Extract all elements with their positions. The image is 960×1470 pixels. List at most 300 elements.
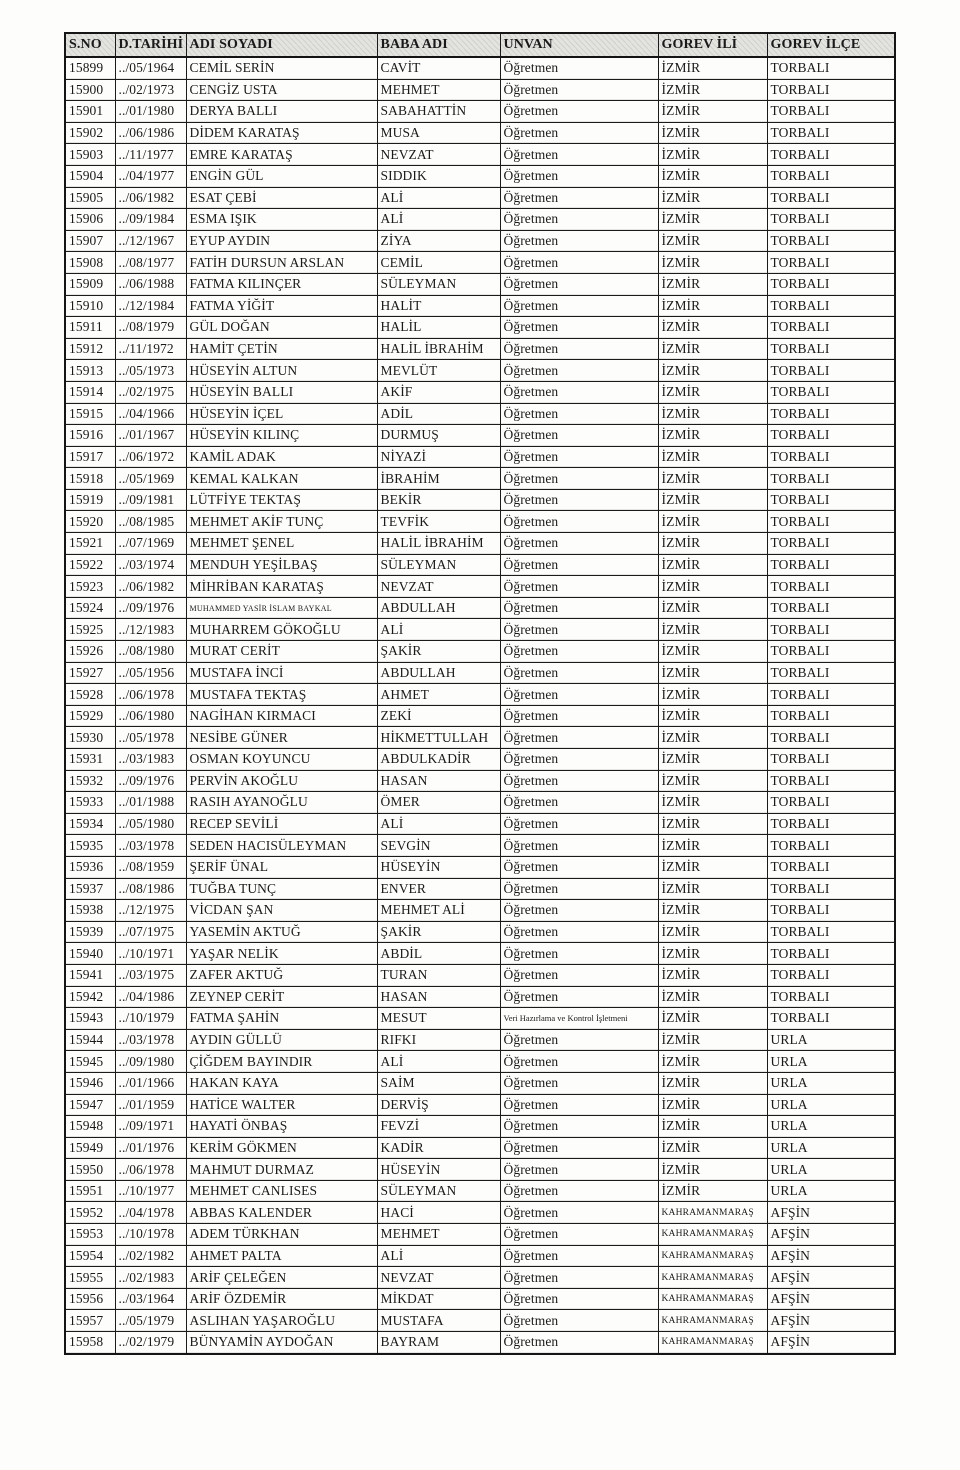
cell-birth-date: ../09/1976 <box>115 770 186 792</box>
cell-full-name: HÜSEYİN İÇEL <box>186 403 377 425</box>
cell-full-name: SEDEN HACISÜLEYMAN <box>186 835 377 857</box>
cell-father-name: DURMUŞ <box>377 425 500 447</box>
cell-province: KAHRAMANMARAŞ <box>658 1267 767 1289</box>
cell-district: TORBALI <box>767 57 895 79</box>
cell-birth-date: ../05/1964 <box>115 57 186 79</box>
cell-district: TORBALI <box>767 576 895 598</box>
cell-father-name: MEHMET ALİ <box>377 900 500 922</box>
table-row <box>65 813 895 835</box>
cell-father-name: SÜLEYMAN <box>377 1180 500 1202</box>
cell-full-name: FATİH DURSUN ARSLAN <box>186 252 377 274</box>
cell-full-name: NAGİHAN KIRMACI <box>186 705 377 727</box>
cell-full-name: DERYA BALLI <box>186 101 377 123</box>
cell-father-name: CAVİT <box>377 57 500 79</box>
cell-title: Öğretmen <box>500 187 658 209</box>
cell-father-name: ZEKİ <box>377 705 500 727</box>
cell-full-name: YASEMİN AKTUĞ <box>186 921 377 943</box>
cell-province: İZMİR <box>658 425 767 447</box>
table-row <box>65 1180 895 1202</box>
table-row <box>65 317 895 339</box>
table-row <box>65 338 895 360</box>
cell-father-name: ŞAKİR <box>377 641 500 663</box>
cell-district: TORBALI <box>767 1008 895 1030</box>
cell-province: İZMİR <box>658 684 767 706</box>
cell-province: İZMİR <box>658 856 767 878</box>
table-row <box>65 381 895 403</box>
cell-province: İZMİR <box>658 165 767 187</box>
cell-district: TORBALI <box>767 468 895 490</box>
cell-birth-date: ../03/1974 <box>115 554 186 576</box>
cell-province: İZMİR <box>658 403 767 425</box>
cell-father-name: HACİ <box>377 1202 500 1224</box>
cell-birth-date: ../01/1988 <box>115 792 186 814</box>
cell-birth-date: ../06/1978 <box>115 1159 186 1181</box>
cell-birth-date: ../01/1976 <box>115 1137 186 1159</box>
cell-province: İZMİR <box>658 792 767 814</box>
cell-serial-no: 15933 <box>65 792 115 814</box>
cell-full-name: FATMA KILINÇER <box>186 273 377 295</box>
cell-birth-date: ../02/1975 <box>115 381 186 403</box>
cell-province: İZMİR <box>658 727 767 749</box>
cell-birth-date: ../04/1978 <box>115 1202 186 1224</box>
cell-serial-no: 15953 <box>65 1224 115 1246</box>
cell-district: AFŞİN <box>767 1288 895 1310</box>
cell-birth-date: ../05/1973 <box>115 360 186 382</box>
cell-serial-no: 15932 <box>65 770 115 792</box>
cell-birth-date: ../12/1967 <box>115 230 186 252</box>
table-row <box>65 446 895 468</box>
cell-district: TORBALI <box>767 425 895 447</box>
cell-province: İZMİR <box>658 749 767 771</box>
cell-district: TORBALI <box>767 446 895 468</box>
cell-district: TORBALI <box>767 317 895 339</box>
cell-serial-no: 15899 <box>65 57 115 79</box>
cell-province: İZMİR <box>658 641 767 663</box>
cell-province: KAHRAMANMARAŞ <box>658 1224 767 1246</box>
cell-serial-no: 15901 <box>65 101 115 123</box>
cell-serial-no: 15902 <box>65 122 115 144</box>
cell-province: İZMİR <box>658 813 767 835</box>
cell-full-name: MEHMET CANLISES <box>186 1180 377 1202</box>
cell-title: Öğretmen <box>500 338 658 360</box>
cell-serial-no: 15915 <box>65 403 115 425</box>
table-row <box>65 252 895 274</box>
cell-father-name: ALİ <box>377 619 500 641</box>
cell-serial-no: 15941 <box>65 964 115 986</box>
cell-full-name: ASLIHAN YAŞAROĞLU <box>186 1310 377 1332</box>
cell-district: TORBALI <box>767 187 895 209</box>
cell-serial-no: 15950 <box>65 1159 115 1181</box>
table-row <box>65 144 895 166</box>
cell-birth-date: ../06/1972 <box>115 446 186 468</box>
cell-serial-no: 15928 <box>65 684 115 706</box>
cell-father-name: MEHMET <box>377 79 500 101</box>
table-row <box>65 943 895 965</box>
cell-birth-date: ../12/1975 <box>115 900 186 922</box>
cell-district: TORBALI <box>767 662 895 684</box>
cell-serial-no: 15903 <box>65 144 115 166</box>
cell-serial-no: 15905 <box>65 187 115 209</box>
cell-full-name: HAYATİ ÖNBAŞ <box>186 1116 377 1138</box>
cell-serial-no: 15937 <box>65 878 115 900</box>
cell-district: URLA <box>767 1051 895 1073</box>
cell-birth-date: ../01/1967 <box>115 425 186 447</box>
cell-province: İZMİR <box>658 144 767 166</box>
cell-district: TORBALI <box>767 338 895 360</box>
cell-title: Öğretmen <box>500 770 658 792</box>
cell-province: İZMİR <box>658 554 767 576</box>
cell-birth-date: ../08/1977 <box>115 252 186 274</box>
cell-serial-no: 15907 <box>65 230 115 252</box>
cell-serial-no: 15936 <box>65 856 115 878</box>
cell-father-name: NEVZAT <box>377 1267 500 1289</box>
cell-district: AFŞİN <box>767 1202 895 1224</box>
cell-province: İZMİR <box>658 252 767 274</box>
cell-title: Öğretmen <box>500 360 658 382</box>
cell-father-name: ALİ <box>377 1051 500 1073</box>
cell-birth-date: ../11/1977 <box>115 144 186 166</box>
cell-full-name: AYDIN GÜLLÜ <box>186 1029 377 1051</box>
cell-father-name: HÜSEYİN <box>377 856 500 878</box>
cell-district: URLA <box>767 1029 895 1051</box>
cell-title: Öğretmen <box>500 468 658 490</box>
cell-district: TORBALI <box>767 641 895 663</box>
cell-father-name: BAYRAM <box>377 1332 500 1354</box>
cell-province: İZMİR <box>658 1072 767 1094</box>
cell-title: Öğretmen <box>500 511 658 533</box>
cell-title: Öğretmen <box>500 273 658 295</box>
cell-birth-date: ../09/1971 <box>115 1116 186 1138</box>
cell-district: TORBALI <box>767 273 895 295</box>
cell-province: İZMİR <box>658 943 767 965</box>
cell-province: KAHRAMANMARAŞ <box>658 1245 767 1267</box>
cell-father-name: ABDİL <box>377 943 500 965</box>
cell-serial-no: 15951 <box>65 1180 115 1202</box>
cell-title: Öğretmen <box>500 1051 658 1073</box>
cell-father-name: RIFKI <box>377 1029 500 1051</box>
cell-title: Öğretmen <box>500 749 658 771</box>
cell-title: Öğretmen <box>500 1116 658 1138</box>
cell-full-name: HAKAN KAYA <box>186 1072 377 1094</box>
cell-serial-no: 15929 <box>65 705 115 727</box>
cell-title: Öğretmen <box>500 252 658 274</box>
column-header-district: GOREV İLÇE <box>767 33 895 57</box>
cell-father-name: CEMİL <box>377 252 500 274</box>
table-row <box>65 1116 895 1138</box>
cell-title: Öğretmen <box>500 101 658 123</box>
cell-full-name: KAMİL ADAK <box>186 446 377 468</box>
cell-province: İZMİR <box>658 878 767 900</box>
cell-district: URLA <box>767 1116 895 1138</box>
cell-father-name: AHMET <box>377 684 500 706</box>
cell-birth-date: ../06/1978 <box>115 684 186 706</box>
cell-father-name: ALİ <box>377 813 500 835</box>
cell-title: Öğretmen <box>500 1224 658 1246</box>
cell-district: AFŞİN <box>767 1332 895 1354</box>
table-row <box>65 749 895 771</box>
cell-serial-no: 15935 <box>65 835 115 857</box>
table-row <box>65 986 895 1008</box>
cell-full-name: CENGİZ USTA <box>186 79 377 101</box>
table-row <box>65 230 895 252</box>
cell-father-name: SIDDIK <box>377 165 500 187</box>
cell-title: Öğretmen <box>500 1202 658 1224</box>
cell-title: Veri Hazırlama ve Kontrol İşletmeni <box>500 1008 658 1030</box>
cell-father-name: SÜLEYMAN <box>377 273 500 295</box>
cell-serial-no: 15911 <box>65 317 115 339</box>
cell-serial-no: 15908 <box>65 252 115 274</box>
table-row <box>65 662 895 684</box>
table-row <box>65 273 895 295</box>
cell-serial-no: 15927 <box>65 662 115 684</box>
cell-father-name: HASAN <box>377 986 500 1008</box>
table-row <box>65 533 895 555</box>
table-row <box>65 1094 895 1116</box>
cell-birth-date: ../06/1982 <box>115 576 186 598</box>
cell-father-name: HİKMETTULLAH <box>377 727 500 749</box>
column-header-father-name: BABA ADI <box>377 33 500 57</box>
cell-birth-date: ../08/1979 <box>115 317 186 339</box>
cell-father-name: MİKDAT <box>377 1288 500 1310</box>
cell-province: İZMİR <box>658 381 767 403</box>
cell-full-name: MAHMUT DURMAZ <box>186 1159 377 1181</box>
cell-district: AFŞİN <box>767 1245 895 1267</box>
table-row <box>65 122 895 144</box>
cell-full-name: BÜNYAMİN AYDOĞAN <box>186 1332 377 1354</box>
column-header-title: UNVAN <box>500 33 658 57</box>
cell-district: TORBALI <box>767 511 895 533</box>
cell-serial-no: 15945 <box>65 1051 115 1073</box>
cell-birth-date: ../05/1978 <box>115 727 186 749</box>
cell-district: TORBALI <box>767 900 895 922</box>
cell-serial-no: 15940 <box>65 943 115 965</box>
cell-province: İZMİR <box>658 79 767 101</box>
cell-father-name: ŞAKİR <box>377 921 500 943</box>
cell-father-name: HALİL <box>377 317 500 339</box>
cell-district: TORBALI <box>767 921 895 943</box>
table-row <box>65 425 895 447</box>
cell-serial-no: 15949 <box>65 1137 115 1159</box>
cell-title: Öğretmen <box>500 662 658 684</box>
cell-province: KAHRAMANMARAŞ <box>658 1202 767 1224</box>
cell-province: KAHRAMANMARAŞ <box>658 1332 767 1354</box>
cell-serial-no: 15956 <box>65 1288 115 1310</box>
cell-title: Öğretmen <box>500 446 658 468</box>
cell-district: TORBALI <box>767 597 895 619</box>
table-row <box>65 1288 895 1310</box>
table-row <box>65 727 895 749</box>
cell-title: Öğretmen <box>500 122 658 144</box>
cell-province: İZMİR <box>658 619 767 641</box>
table-row <box>65 511 895 533</box>
cell-full-name: ARİF ÖZDEMİR <box>186 1288 377 1310</box>
cell-birth-date: ../03/1975 <box>115 964 186 986</box>
cell-birth-date: ../10/1971 <box>115 943 186 965</box>
cell-full-name: RECEP SEVİLİ <box>186 813 377 835</box>
cell-birth-date: ../05/1980 <box>115 813 186 835</box>
cell-father-name: AKİF <box>377 381 500 403</box>
cell-full-name: MUHARREM GÖKOĞLU <box>186 619 377 641</box>
table-row <box>65 619 895 641</box>
cell-title: Öğretmen <box>500 727 658 749</box>
cell-title: Öğretmen <box>500 900 658 922</box>
table-row <box>65 1008 895 1030</box>
cell-birth-date: ../08/1985 <box>115 511 186 533</box>
cell-province: İZMİR <box>658 57 767 79</box>
table-row <box>65 187 895 209</box>
cell-father-name: MUSTAFA <box>377 1310 500 1332</box>
cell-father-name: ENVER <box>377 878 500 900</box>
cell-serial-no: 15924 <box>65 597 115 619</box>
cell-serial-no: 15912 <box>65 338 115 360</box>
cell-birth-date: ../09/1976 <box>115 597 186 619</box>
cell-province: İZMİR <box>658 209 767 231</box>
cell-father-name: NEVZAT <box>377 144 500 166</box>
table-row <box>65 489 895 511</box>
cell-full-name: ŞERİF ÜNAL <box>186 856 377 878</box>
cell-title: Öğretmen <box>500 1288 658 1310</box>
cell-title: Öğretmen <box>500 986 658 1008</box>
cell-title: Öğretmen <box>500 1180 658 1202</box>
cell-province: İZMİR <box>658 576 767 598</box>
cell-full-name: CEMİL SERİN <box>186 57 377 79</box>
cell-district: TORBALI <box>767 770 895 792</box>
cell-district: URLA <box>767 1137 895 1159</box>
table-row <box>65 1332 895 1354</box>
table-row <box>65 1310 895 1332</box>
cell-father-name: SÜLEYMAN <box>377 554 500 576</box>
cell-title: Öğretmen <box>500 57 658 79</box>
cell-serial-no: 15926 <box>65 641 115 663</box>
cell-full-name: ADEM TÜRKHAN <box>186 1224 377 1246</box>
cell-full-name: ZEYNEP CERİT <box>186 986 377 1008</box>
cell-serial-no: 15920 <box>65 511 115 533</box>
cell-birth-date: ../05/1969 <box>115 468 186 490</box>
cell-district: TORBALI <box>767 986 895 1008</box>
cell-title: Öğretmen <box>500 533 658 555</box>
cell-full-name: OSMAN KOYUNCU <box>186 749 377 771</box>
cell-birth-date: ../05/1979 <box>115 1310 186 1332</box>
cell-serial-no: 15958 <box>65 1332 115 1354</box>
cell-title: Öğretmen <box>500 230 658 252</box>
cell-district: TORBALI <box>767 295 895 317</box>
cell-birth-date: ../02/1973 <box>115 79 186 101</box>
cell-father-name: ADİL <box>377 403 500 425</box>
table-row <box>65 921 895 943</box>
table-row <box>65 792 895 814</box>
cell-title: Öğretmen <box>500 813 658 835</box>
cell-birth-date: ../01/1959 <box>115 1094 186 1116</box>
cell-birth-date: ../04/1966 <box>115 403 186 425</box>
cell-district: URLA <box>767 1159 895 1181</box>
cell-full-name: FATMA ŞAHİN <box>186 1008 377 1030</box>
table-row <box>65 57 895 79</box>
cell-father-name: MESUT <box>377 1008 500 1030</box>
cell-district: TORBALI <box>767 964 895 986</box>
cell-district: TORBALI <box>767 619 895 641</box>
table-row <box>65 878 895 900</box>
cell-birth-date: ../07/1969 <box>115 533 186 555</box>
cell-province: KAHRAMANMARAŞ <box>658 1310 767 1332</box>
cell-district: TORBALI <box>767 381 895 403</box>
cell-birth-date: ../05/1956 <box>115 662 186 684</box>
cell-district: TORBALI <box>767 360 895 382</box>
cell-father-name: TEVFİK <box>377 511 500 533</box>
column-header-full-name: ADI SOYADI <box>186 33 377 57</box>
table-row <box>65 835 895 857</box>
cell-father-name: NİYAZİ <box>377 446 500 468</box>
cell-province: İZMİR <box>658 446 767 468</box>
cell-father-name: MUSA <box>377 122 500 144</box>
cell-full-name: MİHRİBAN KARATAŞ <box>186 576 377 598</box>
cell-province: KAHRAMANMARAŞ <box>658 1288 767 1310</box>
cell-province: İZMİR <box>658 597 767 619</box>
cell-birth-date: ../08/1980 <box>115 641 186 663</box>
cell-district: TORBALI <box>767 101 895 123</box>
table-row <box>65 554 895 576</box>
cell-province: İZMİR <box>658 1159 767 1181</box>
cell-serial-no: 15906 <box>65 209 115 231</box>
cell-birth-date: ../03/1978 <box>115 1029 186 1051</box>
table-row <box>65 468 895 490</box>
table-row <box>65 684 895 706</box>
cell-birth-date: ../04/1977 <box>115 165 186 187</box>
table-row <box>65 165 895 187</box>
cell-district: TORBALI <box>767 165 895 187</box>
cell-province: İZMİR <box>658 1137 767 1159</box>
cell-district: TORBALI <box>767 79 895 101</box>
cell-serial-no: 15921 <box>65 533 115 555</box>
cell-title: Öğretmen <box>500 1159 658 1181</box>
cell-province: İZMİR <box>658 1116 767 1138</box>
cell-province: İZMİR <box>658 468 767 490</box>
cell-province: İZMİR <box>658 705 767 727</box>
cell-serial-no: 15919 <box>65 489 115 511</box>
header-row <box>65 33 895 57</box>
cell-full-name: HÜSEYİN BALLI <box>186 381 377 403</box>
cell-province: İZMİR <box>658 101 767 123</box>
cell-birth-date: ../08/1986 <box>115 878 186 900</box>
cell-title: Öğretmen <box>500 943 658 965</box>
cell-birth-date: ../06/1982 <box>115 187 186 209</box>
cell-province: İZMİR <box>658 360 767 382</box>
cell-serial-no: 15934 <box>65 813 115 835</box>
cell-title: Öğretmen <box>500 921 658 943</box>
table-row <box>65 964 895 986</box>
cell-father-name: KADİR <box>377 1137 500 1159</box>
cell-title: Öğretmen <box>500 295 658 317</box>
cell-father-name: TURAN <box>377 964 500 986</box>
table-row <box>65 360 895 382</box>
cell-father-name: SAİM <box>377 1072 500 1094</box>
cell-province: İZMİR <box>658 317 767 339</box>
cell-serial-no: 15930 <box>65 727 115 749</box>
cell-full-name: ABBAS KALENDER <box>186 1202 377 1224</box>
cell-district: TORBALI <box>767 403 895 425</box>
cell-full-name: ARİF ÇELEĞEN <box>186 1267 377 1289</box>
cell-birth-date: ../01/1980 <box>115 101 186 123</box>
table-row <box>65 101 895 123</box>
cell-title: Öğretmen <box>500 619 658 641</box>
cell-serial-no: 15900 <box>65 79 115 101</box>
table-row <box>65 856 895 878</box>
table-row <box>65 641 895 663</box>
cell-full-name: ESAT ÇEBİ <box>186 187 377 209</box>
cell-district: TORBALI <box>767 813 895 835</box>
cell-serial-no: 15931 <box>65 749 115 771</box>
cell-serial-no: 15910 <box>65 295 115 317</box>
cell-title: Öğretmen <box>500 878 658 900</box>
